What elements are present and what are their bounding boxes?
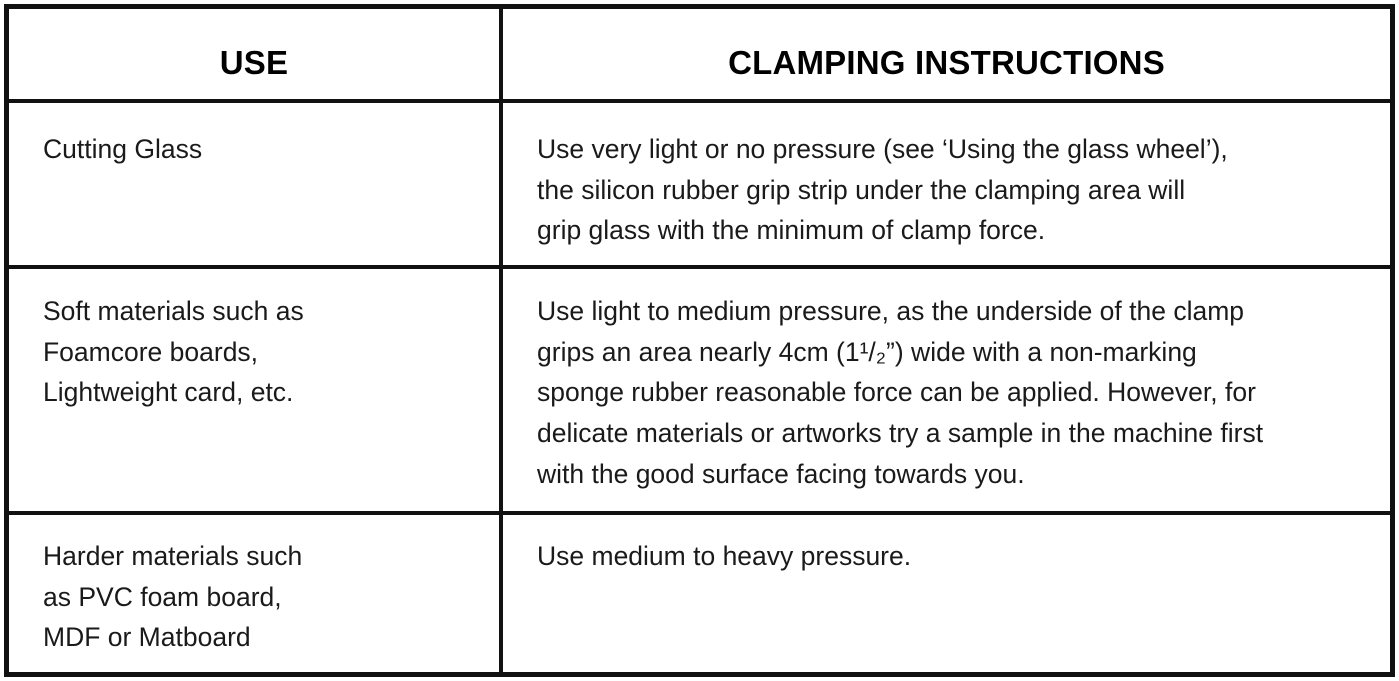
column-divider (499, 9, 503, 672)
header-clamping-instructions: CLAMPING INSTRUCTIONS (728, 44, 1165, 81)
header-use: USE (219, 44, 289, 81)
header-divider (9, 99, 1390, 103)
row-divider (9, 265, 1390, 269)
row-3-instructions: Use medium to heavy pressure. (537, 541, 912, 571)
row-1-use: Cutting Glass (43, 134, 203, 164)
clamping-table (4, 4, 1395, 677)
row-1-instructions: Use very light or no pressure (see ‘Using the glass wheel’), the silicon rubber grip strip under the clamping area will grip glass with the minimum of clamp force. (537, 134, 1228, 246)
row-2-use: Soft materials such as Foamcore boards, Lightweight card, etc. (43, 296, 304, 408)
row-2-instructions: Use light to medium pressure, as the underside of the clamp grips an area nearly 4cm (1¹/₂”) wide with a non-marking sponge rubber reasonable force can be applied. However, for delicate materials or artworks try a sample in the machine first with the good surface facing towards you. (537, 296, 1264, 489)
row-3-use: Harder materials such as PVC foam board, MDF or Matboard (43, 541, 303, 653)
row-divider (9, 511, 1390, 515)
